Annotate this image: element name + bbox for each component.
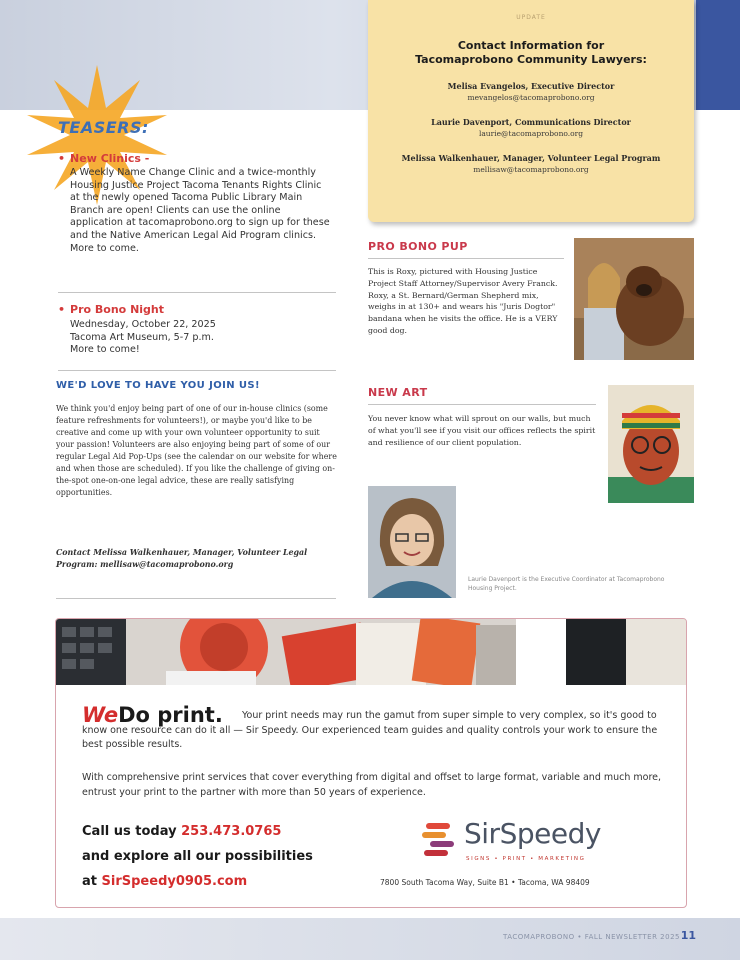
teaser-pro-bono-night-body: Wednesday, October 22, 2025 Tacoma Art Museum, 5-7 p.m. More to come! <box>70 319 216 356</box>
section-divider <box>58 370 336 371</box>
contact-info-card <box>368 0 694 222</box>
website-link[interactable]: SirSpeedy0905.com <box>101 874 248 889</box>
ad-call-line: Call us today 253.473.0765 <box>82 824 282 839</box>
section-divider <box>368 258 564 259</box>
new-art-body: You never know what will sprout on our walls, but much of what you'll see if you visit our offices reflects the spirit and resilience of our client population. <box>368 414 596 447</box>
ad-website-line: at SirSpeedy0905.com <box>82 874 248 889</box>
contact-person: Melisa Evangelos, Executive Director mevangelos@tacomaprobono.org <box>368 81 694 103</box>
bullet-icon: • <box>58 303 66 316</box>
sir-speedy-ad[interactable] <box>55 618 687 908</box>
contact-person: Melissa Walkenhauer, Manager, Volunteer Legal Program mellisaw@tacomaprobono.org <box>368 153 694 175</box>
sir-speedy-logo-mark-icon <box>420 819 460 859</box>
sir-speedy-wordmark: SirSpeedy <box>464 817 601 850</box>
footer-text: TACOMAPROBONO • FALL NEWSLETTER 2025 <box>502 933 680 941</box>
contact-person: Laurie Davenport, Communications Director laurie@tacomaprobono.org <box>368 117 694 139</box>
join-us-body: We think you'd enjoy being part of one of our in-house clinics (some feature refreshments for volunteers!), or maybe you'd like to be creative and come up with your own volunteer opportunity to suit your passion! Volunteers are also enjoying being part of some of our regular Legal Aid Pop-Ups (see the calendar on our website for where and when those are scheduled). If you like the challenge of giving on-the-spot one-on-one legal advice, these are really satisfying opportunities. <box>56 404 337 497</box>
section-divider <box>56 598 336 599</box>
ad-explore-line: and explore all our possibilities <box>82 849 313 864</box>
ad-paragraph-2: With comprehensive print services that cover everything from digital and offset to large format, variable and much more, entrust your print to the partner with more than 50 years of experience. <box>82 772 662 798</box>
join-us-contact: Contact Melissa Walkenhauer, Manager, Volunteer Legal Program: mellisaw@tacomaprobono.org <box>56 548 308 569</box>
page-number: 11 <box>680 929 696 942</box>
bullet-icon: • <box>58 152 66 165</box>
contact-card-title: Contact Information for Tacomaprobono Community Lawyers: <box>415 39 647 66</box>
contact-card-label: UPDATE <box>516 14 546 21</box>
email-link[interactable]: mellisaw@tacomaprobono.org <box>473 165 589 174</box>
photo-caption: Laurie Davenport is the Executive Coordinator at Tacomaprobono Housing Project. <box>468 576 665 592</box>
sir-speedy-tagline: SIGNS • PRINT • MARKETING <box>466 856 586 862</box>
join-us-heading: WE'D LOVE TO HAVE YOU JOIN US! <box>56 380 260 391</box>
email-link[interactable]: mevangelos@tacomaprobono.org <box>467 93 595 102</box>
teaser-new-clinics-heading: • New Clinics - <box>58 152 150 165</box>
email-link[interactable]: laurie@tacomaprobono.org <box>478 129 584 138</box>
section-divider <box>368 404 596 405</box>
dog-photo <box>574 238 694 360</box>
sir-speedy-logo <box>420 815 620 867</box>
phone-link[interactable]: 253.473.0765 <box>181 824 282 839</box>
artwork-photo <box>608 385 694 503</box>
new-art-heading: NEW ART <box>368 386 428 399</box>
teasers-title: TEASERS: <box>58 118 149 137</box>
section-divider <box>58 292 336 293</box>
ad-paragraph-1: Your print needs may run the gamut from super simple to very complex, so it's good to know one resource can do it all — Sir Speedy. Our experienced team guides and quality controls your work to ensure the best possible results. <box>82 710 658 750</box>
ad-banner-image <box>56 619 687 685</box>
ad-headline: WeDo print. <box>82 703 223 727</box>
pro-bono-pup-heading: PRO BONO PUP <box>368 240 468 253</box>
teaser-new-clinics-body: A Weekly Name Change Clinic and a twice-monthly Housing Justice Project Tacoma Tenants Rights Clinic at the newly opened Tacoma Public Library Main Branch are open! Clients can use the online application at tacomaprobono.org to sign up for these and the Native American Legal Aid Program clinics. More to come. <box>70 167 330 254</box>
right-accent-strip <box>696 0 740 110</box>
sir-speedy-address: 7800 South Tacoma Way, Suite B1 • Tacoma, WA 98409 <box>380 878 590 887</box>
portrait-photo <box>368 486 456 598</box>
teaser-pro-bono-night-heading: • Pro Bono Night <box>58 303 165 316</box>
pro-bono-pup-body: This is Roxy, pictured with Housing Justice Project Staff Attorney/Supervisor Avery Franck. Roxy, a St. Bernard/German Shepherd mix, weighs in at 130+ and wears his "Juris Dogtor" bandana when he visits the office. He is a VERY good dog. <box>368 267 558 335</box>
